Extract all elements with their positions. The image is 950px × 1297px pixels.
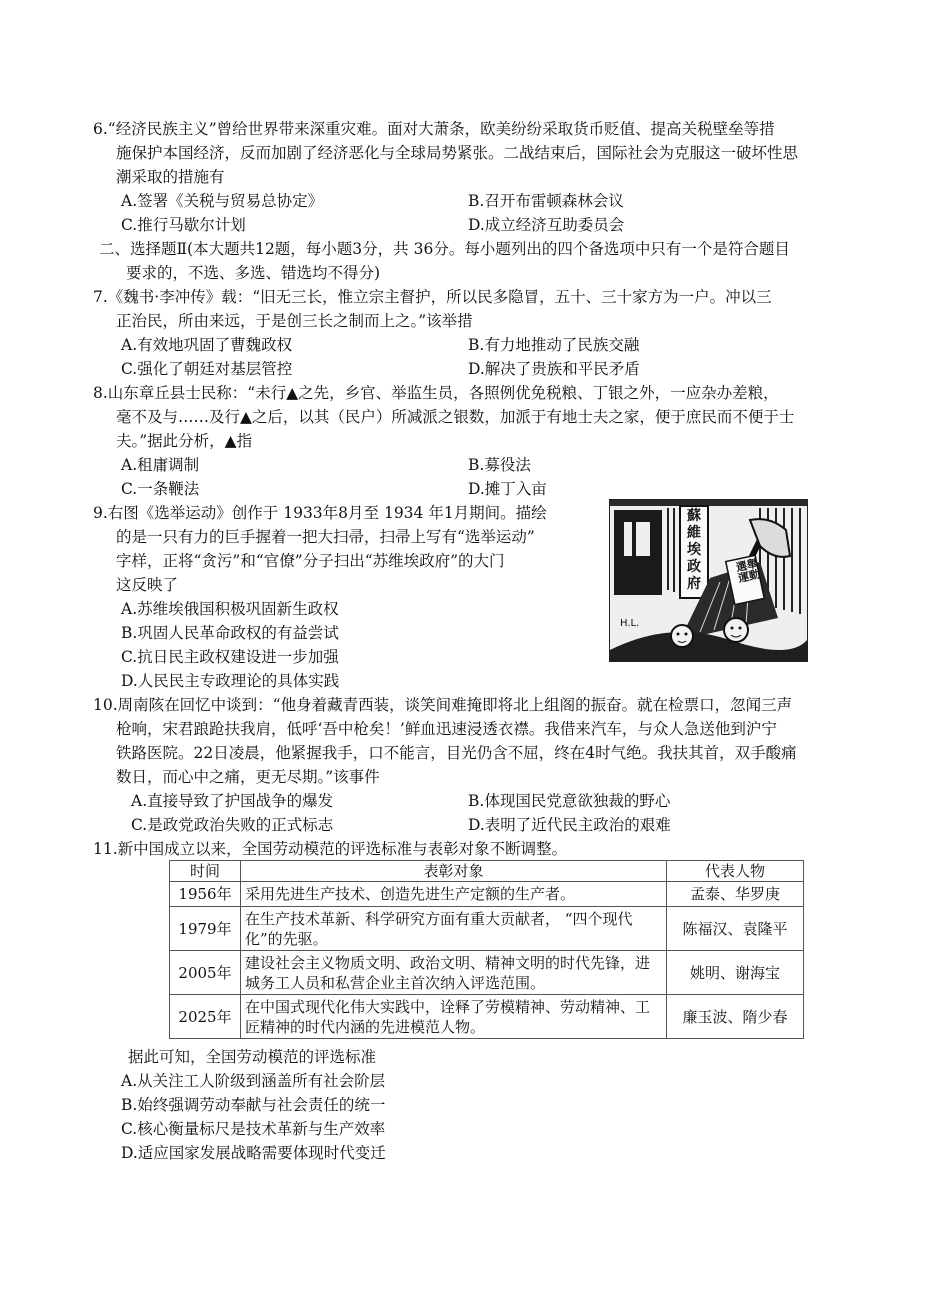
q10-stem-line-4: 数日，而心中之痛，更无尽期。”该事件 (116, 768, 380, 786)
table-cell-desc: 在生产技术革新、科学研究方面有重大贡献者， “四个现代化”的先驱。 (241, 907, 667, 951)
q8-stem-line-2: 毫不及与……及行▲之后，以其（民户）所减派之银数，加派于有地士夫之家，便于庶民而不便于士 (116, 408, 795, 426)
q10-stem-line-2: 枪响，宋君踉跄扶我肩，低呼‘吾中枪矣！’鲜血迅速浸透衣襟。我借来汽车，与众人急送他到沪宁 (116, 720, 777, 738)
table-header-time: 时间 (170, 861, 241, 882)
woodcut-sign-text: 蘇維埃政府 (687, 508, 701, 592)
q8-option-d[interactable]: D.摊丁入亩 (468, 480, 547, 498)
q10-option-a[interactable]: A.直接导致了护国战争的爆发 (131, 792, 334, 810)
q10-option-c[interactable]: C.是政党政治失败的正式标志 (131, 816, 334, 834)
q11-stem: 11.新中国成立以来，全国劳动模范的评选标准与表彰对象不断调整。 (93, 840, 568, 858)
q11-option-d[interactable]: D.适应国家发展战略需要体现时代变迁 (121, 1144, 386, 1162)
q7-stem-line-1: 7.《魏书·李冲传》载：“旧无三长，惟立宗主督护，所以民多隐冒，五十、三十家方为一户。冲以三 (93, 288, 772, 306)
q7-option-c[interactable]: C.强化了朝廷对基层管控 (121, 360, 293, 378)
q6-stem-line-2: 施保护本国经济，反而加剧了经济恶化与全球局势紧张。二战结束后，国际社会为克服这一破坏性思 (116, 144, 799, 162)
table-cell-year: 2025年 (170, 995, 241, 1039)
table-cell-year: 2005年 (170, 951, 241, 995)
q9-stem-line-3: 字样，正将“贪污”和“官僚”分子扫出“苏维埃政府”的大门 (116, 552, 505, 570)
q10-option-d[interactable]: D.表明了近代民主政治的艰难 (468, 816, 671, 834)
q6-option-c[interactable]: C.推行马歇尔计划 (121, 216, 246, 234)
section-2-heading: 二、选择题Ⅱ(本大题共12题，每小题3分，共 36分。每小题列出的四个备选项中只有一个是符合题目 (99, 240, 790, 258)
q6-option-d[interactable]: D.成立经济互助委员会 (468, 216, 625, 234)
q9-option-a[interactable]: A.苏维埃俄国积极巩固新生政权 (121, 600, 339, 618)
table-row (170, 951, 804, 995)
table-cell-desc: 采用先进生产技术、创造先进生产定额的生产者。 (241, 882, 667, 907)
q6-option-a[interactable]: A.签署《关税与贸易总协定》 (121, 192, 324, 210)
q6-option-b[interactable]: B.召开布雷顿森林会议 (468, 192, 624, 210)
table-cell-desc: 在中国式现代化伟大实践中，诠释了劳模精神、劳动精神、工匠精神的时代内涵的先进模范人物。 (241, 995, 667, 1039)
section-2-heading-cont: 要求的，不选、多选、错选均不得分) (126, 264, 381, 282)
table-header-representatives: 代表人物 (667, 861, 804, 882)
q9-option-c[interactable]: C.抗日民主政权建设进一步加强 (121, 648, 339, 666)
labor-model-table (169, 860, 804, 1039)
q11-conclusion: 据此可知，全国劳动模范的评选标准 (128, 1048, 377, 1066)
q9-option-d[interactable]: D.人民民主专政理论的具体实践 (121, 672, 340, 690)
q9-stem-line-4: 这反映了 (116, 576, 179, 594)
q9-stem-line-2: 的是一只有力的巨手握着一把大扫帚，扫帚上写有“选举运动” (116, 528, 535, 546)
woodcut-corner-text: H.L. (620, 618, 640, 629)
q11-option-b[interactable]: B.始终强调劳动奉献与社会责任的统一 (121, 1096, 386, 1114)
table-cell-people: 姚明、谢海宝 (667, 951, 804, 995)
table-cell-desc: 建设社会主义物质文明、政治文明、精神文明的时代先锋，进城务工人员和私营企业主首次纳入评选范围。 (241, 951, 667, 995)
table-cell-year: 1956年 (170, 882, 241, 907)
q8-stem-line-3: 夫。”据此分析，▲指 (116, 432, 253, 450)
q7-option-d[interactable]: D.解决了贵族和平民矛盾 (468, 360, 640, 378)
q11-option-c[interactable]: C.核心衡量标尺是技术革新与生产效率 (121, 1120, 386, 1138)
table-row (170, 995, 804, 1039)
table-header-honorees: 表彰对象 (241, 861, 667, 882)
election-campaign-woodcut-image (609, 499, 808, 662)
q7-stem-line-2: 正治民，所由来远，于是创三长之制而上之。”该举措 (116, 312, 473, 330)
q10-option-b[interactable]: B.体现国民党意欲独裁的野心 (468, 792, 671, 810)
q8-option-b[interactable]: B.募役法 (468, 456, 531, 474)
q7-option-a[interactable]: A.有效地巩固了曹魏政权 (121, 336, 293, 354)
table-cell-people: 孟泰、华罗庚 (667, 882, 804, 907)
q7-option-b[interactable]: B.有力地推动了民族交融 (468, 336, 640, 354)
q6-stem-line-1: 6.“经济民族主义”曾给世界带来深重灾难。面对大萧条，欧美纷纷采取货币贬值、提高关税壁垒等措 (93, 120, 775, 138)
table-cell-year: 1979年 (170, 907, 241, 951)
q10-stem-line-3: 铁路医院。22日凌晨，他紧握我手，口不能言，目光仍含不屈，终在4时气绝。我扶其首，双手酸痛 (116, 744, 797, 762)
table-row (170, 907, 804, 951)
table-cell-people: 廉玉波、隋少春 (667, 995, 804, 1039)
table-row (170, 882, 804, 907)
q11-option-a[interactable]: A.从关注工人阶级到涵盖所有社会阶层 (121, 1072, 386, 1090)
q10-stem-line-1: 10.周南陔在回忆中谈到：“他身着藏青西装，谈笑间难掩即将北上组阁的振奋。就在检票口，忽闻三声 (93, 696, 793, 714)
table-cell-people: 陈福汉、袁隆平 (667, 907, 804, 951)
woodcut-drawing (610, 500, 807, 661)
q8-stem-line-1: 8.山东章丘县士民称：“未行▲之先，乡官、举监生员，各照例优免税粮、丁银之外，一应杂办差粮， (93, 384, 779, 402)
q6-stem-line-3: 潮采取的措施有 (116, 168, 225, 186)
q9-stem-line-1: 9.右图《选举运动》创作于 1933年8月至 1934 年1月期间。描绘 (93, 504, 547, 522)
table-header-row (170, 861, 804, 882)
woodcut-broom-text: 選舉運動 (734, 556, 762, 586)
q8-option-c[interactable]: C.一条鞭法 (121, 480, 200, 498)
q9-option-b[interactable]: B.巩固人民革命政权的有益尝试 (121, 624, 339, 642)
q8-option-a[interactable]: A.租庸调制 (121, 456, 200, 474)
